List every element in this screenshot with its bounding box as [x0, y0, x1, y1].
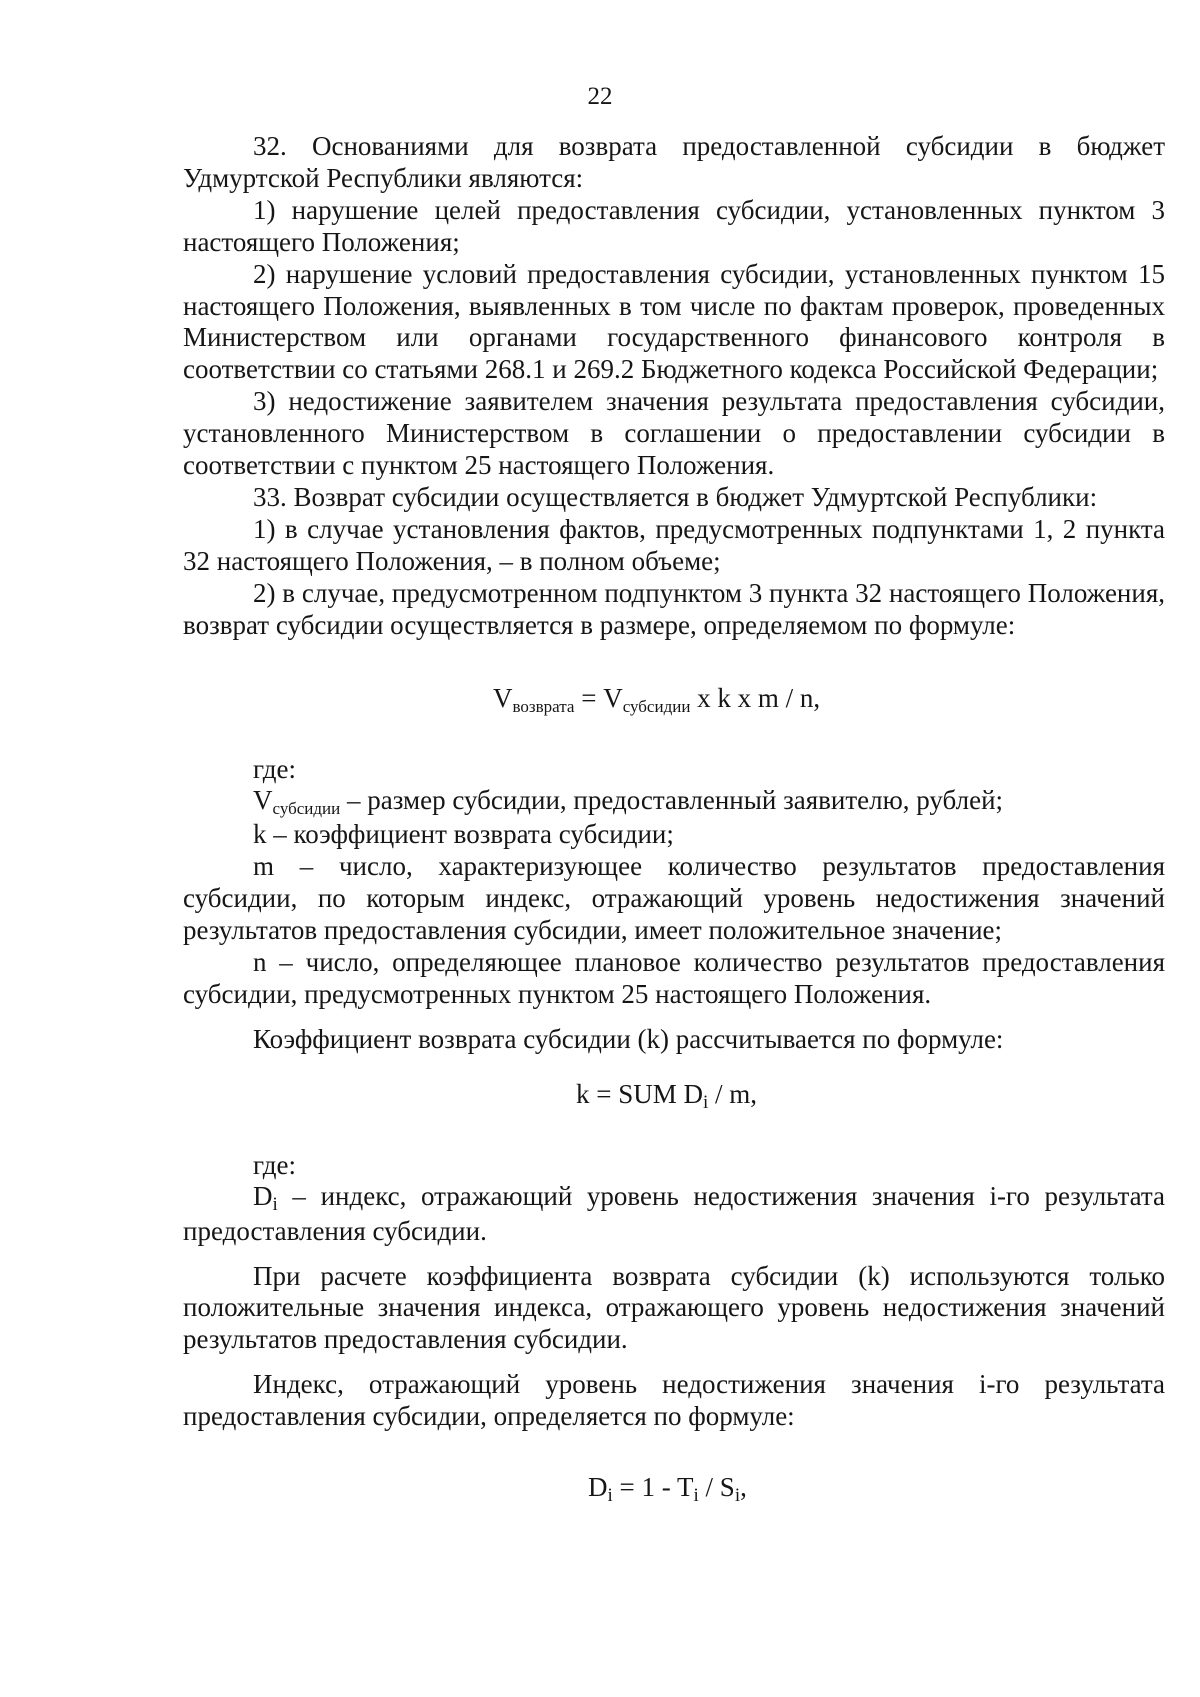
definition-v-subsidy — [183, 785, 1165, 820]
paragraph-33-item-1: 1) в случае установления фактов, предусмотренных подпунктами 1, 2 пункта 32 настоящего Положения, – в полном объеме; — [183, 513, 1165, 576]
formula-d-slash: / S — [698, 1472, 735, 1503]
formula-v-subscript-refund: возврата — [512, 696, 575, 716]
formula-k-left: k = SUM D — [576, 1078, 703, 1109]
definition-n: n – число, определяющее плановое количество результатов предоставления субсидии, предусмотренных пунктом 25 настоящего Положения. — [183, 947, 1165, 1009]
formula-equals: = — [574, 682, 604, 713]
formula-k-right: / m, — [708, 1078, 758, 1109]
formula-v-subscript-subsidy: субсидии — [622, 696, 691, 716]
definition-di-symbol: D — [253, 1180, 273, 1211]
page-number: 22 — [587, 83, 613, 110]
formula-d-symbol: D — [588, 1472, 608, 1503]
formula-k — [183, 1078, 1165, 1114]
paragraph-positive-values: При расчете коэффициента возврата субсидии (k) используются только положительные значения индекса, отражающего уровень недостижения значений результатов предоставления субсидии. — [183, 1260, 1165, 1355]
paragraph-32-item-3: 3) недостижение заявителем значения результата предоставления субсидии, установленного Министерством в соглашении о предоставлении субсидии в соответствии с пунктом 25 настоящего Положения. — [183, 386, 1165, 481]
definition-di-text: – индекс, отражающий уровень недостижения значения i-го результата предоставления субсидии. — [183, 1180, 1165, 1246]
formula-di — [183, 1471, 1165, 1507]
formula-k-subscript: i — [703, 1091, 709, 1113]
formula-d-subscript: i — [607, 1485, 613, 1507]
formula-t-subscript: i — [693, 1485, 699, 1507]
formula-s-subscript: i — [734, 1485, 741, 1507]
paragraph-32: 32. Основаниями для возврата предоставленной субсидии в бюджет Удмуртской Республики являются: — [183, 131, 1165, 193]
where-label: где: — [253, 753, 296, 784]
formula-v-symbol-subsidy: V — [603, 682, 623, 713]
where-label-2: где: — [253, 1149, 296, 1180]
formula-refund-volume — [183, 682, 1165, 718]
definition-v-symbol: V — [253, 784, 273, 815]
paragraph-32-item-1: 1) нарушение целей предоставления субсидии, установленных пунктом 3 настоящего Положения; — [183, 194, 1165, 257]
formula-d-mid: = 1 - T — [612, 1472, 694, 1503]
definition-v-text: – размер субсидии, предоставленный заявителю, рублей; — [340, 784, 1004, 815]
formula-d-end: , — [740, 1472, 747, 1503]
paragraph-index-definition: Индекс, отражающий уровень недостижения значения i-го результата предоставления субсидии, определяется по формуле: — [183, 1369, 1165, 1432]
document-body — [183, 131, 1165, 1507]
paragraph-33-item-2: 2) в случае, предусмотренном подпунктом 3 пункта 32 настоящего Положения, возврат субсидии осуществляется в размере, определяемом по формуле: — [183, 577, 1165, 640]
k-intro: Коэффициент возврата субсидии (k) рассчитывается по формуле: — [253, 1023, 1004, 1054]
definition-k: k – коэффициент возврата субсидии; — [253, 819, 674, 850]
definition-v-subscript: субсидии — [272, 798, 341, 818]
formula-v-symbol: V — [493, 682, 513, 713]
paragraph-32-item-2: 2) нарушение условий предоставления субсидии, установленных пунктом 15 настоящего Положения, выявленных в том числе по фактам проверок, проведенных Министерством или органами государственного финансового контроля в соответствии со статьями 268.1 и 269.2 Бюджетного кодекса Российской Федерации; — [183, 258, 1165, 385]
definition-di — [183, 1181, 1165, 1248]
definition-di-subscript: i — [272, 1193, 278, 1215]
definition-m: m – число, характеризующее количество результатов предоставления субсидии, по которым индекс, отражающий уровень недостижения значений результатов предоставления субсидии, имеет положительное значение; — [183, 851, 1165, 946]
formula-tail: x k x m / n, — [690, 682, 821, 713]
paragraph-33: 33. Возврат субсидии осуществляется в бюджет Удмуртской Республики: — [253, 481, 1098, 512]
